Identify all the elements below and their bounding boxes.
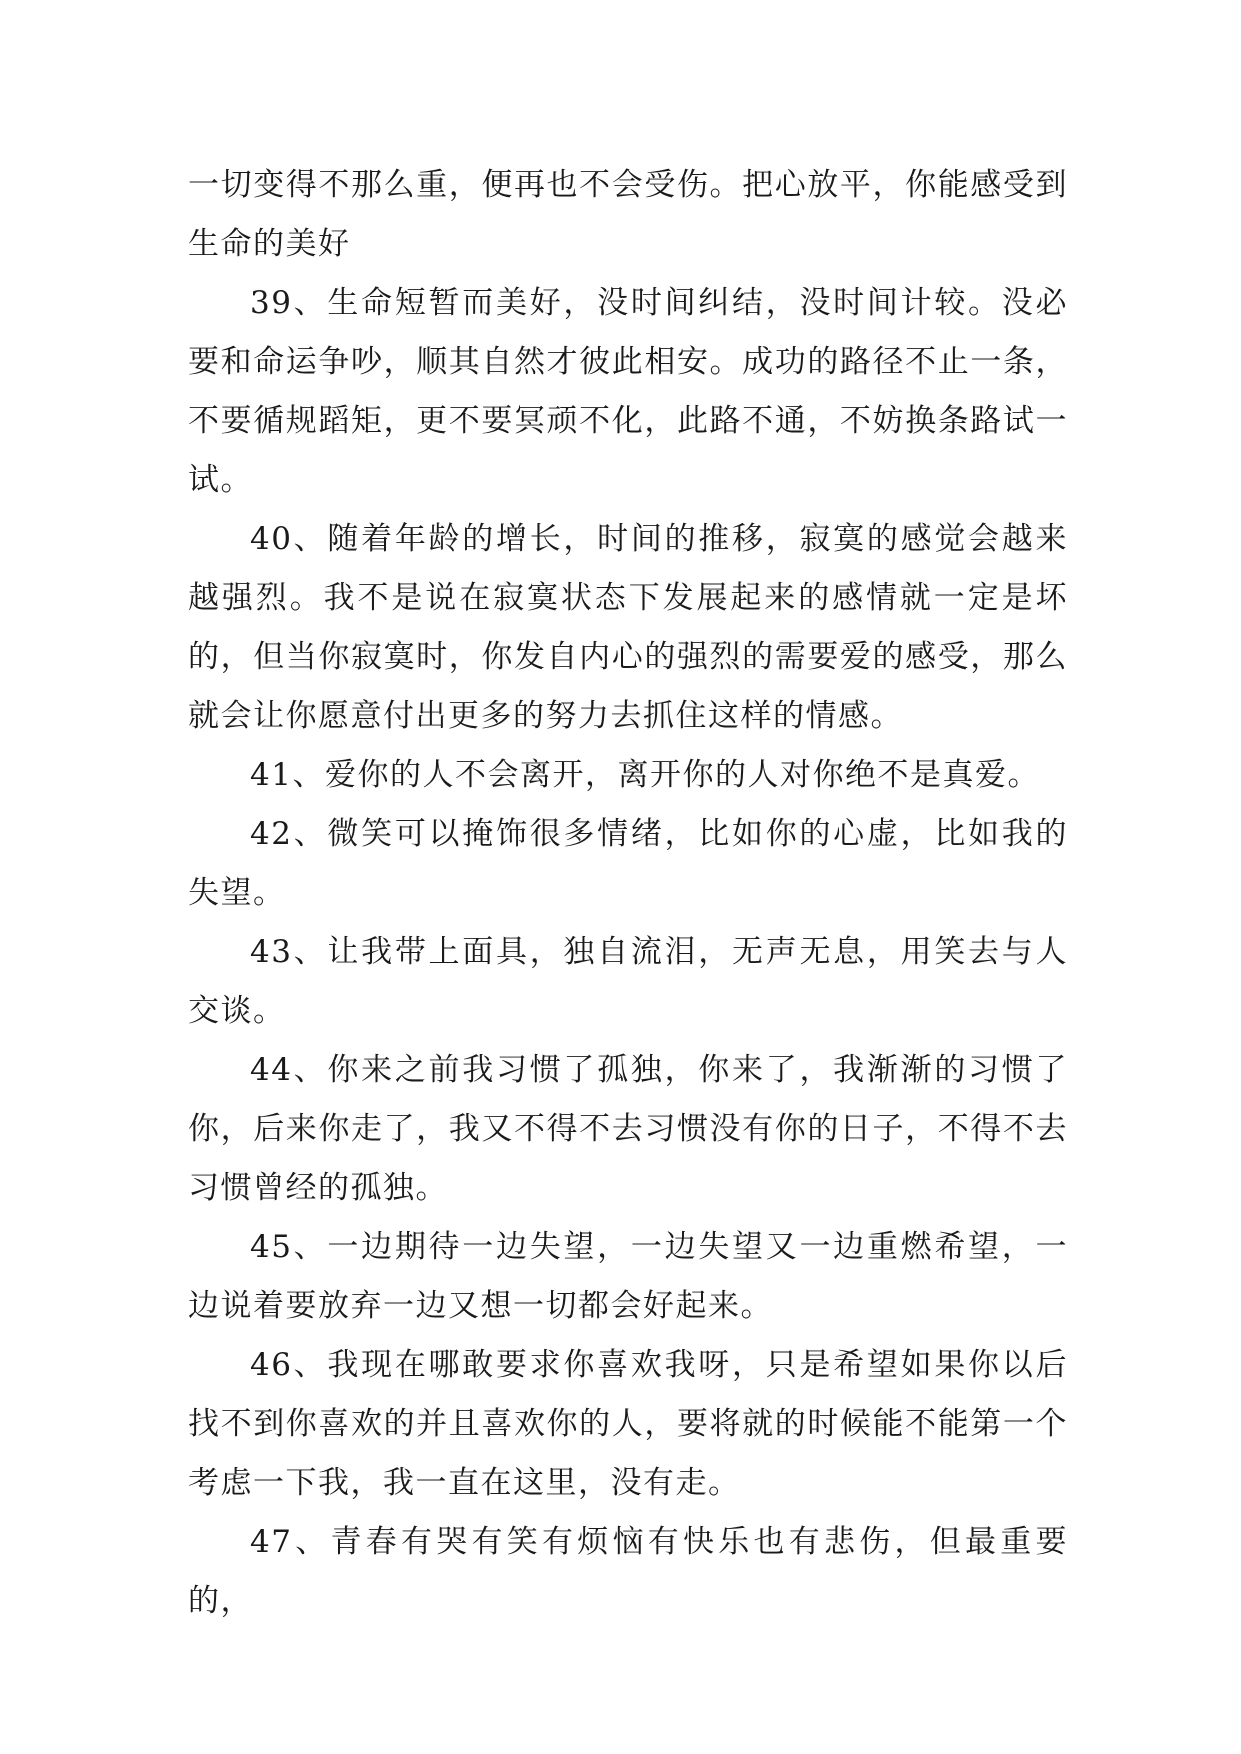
paragraph-43: 43、让我带上面具，独自流泪，无声无息，用笑去与人交谈。 bbox=[188, 934, 1068, 1029]
paragraph-44: 44、你来之前我习惯了孤独，你来了，我渐渐的习惯了你，后来你走了，我又不得不去习惯没有你的日子，不得不去习惯曾经的孤独。 bbox=[188, 1052, 1068, 1206]
paragraph-46: 46、我现在哪敢要求你喜欢我呀，只是希望如果你以后找不到你喜欢的并且喜欢你的人，要将就的时候能不能第一个考虑一下我，我一直在这里，没有走。 bbox=[188, 1347, 1068, 1501]
paragraph-41: 41、爱你的人不会离开，离开你的人对你绝不是真爱。 bbox=[250, 757, 1040, 793]
paragraph-40: 40、随着年龄的增长，时间的推移，寂寞的感觉会越来越强烈。我不是说在寂寞状态下发展起来的感情就一定是坏的，但当你寂寞时，你发自内心的强烈的需要爱的感受，那么就会让你愿意付出更多的努力去抓住这样的情感。 bbox=[188, 521, 1068, 734]
paragraph-42: 42、微笑可以掩饰很多情绪，比如你的心虚，比如我的失望。 bbox=[188, 816, 1068, 911]
paragraph-47: 47、青春有哭有笑有烦恼有快乐也有悲伤，但最重要的， bbox=[188, 1524, 1068, 1619]
paragraph-45: 45、一边期待一边失望，一边失望又一边重燃希望，一边说着要放弃一边又想一切都会好起来。 bbox=[188, 1229, 1068, 1324]
document-body bbox=[188, 156, 1068, 1631]
paragraph-continued: 一切变得不那么重，便再也不会受伤。把心放平，你能感受到生命的美好 bbox=[188, 167, 1068, 262]
paragraph-39: 39、生命短暂而美好，没时间纠结，没时间计较。没必要和命运争吵，顺其自然才彼此相安。成功的路径不止一条，不要循规蹈矩，更不要冥顽不化，此路不通，不妨换条路试一试。 bbox=[188, 285, 1068, 498]
